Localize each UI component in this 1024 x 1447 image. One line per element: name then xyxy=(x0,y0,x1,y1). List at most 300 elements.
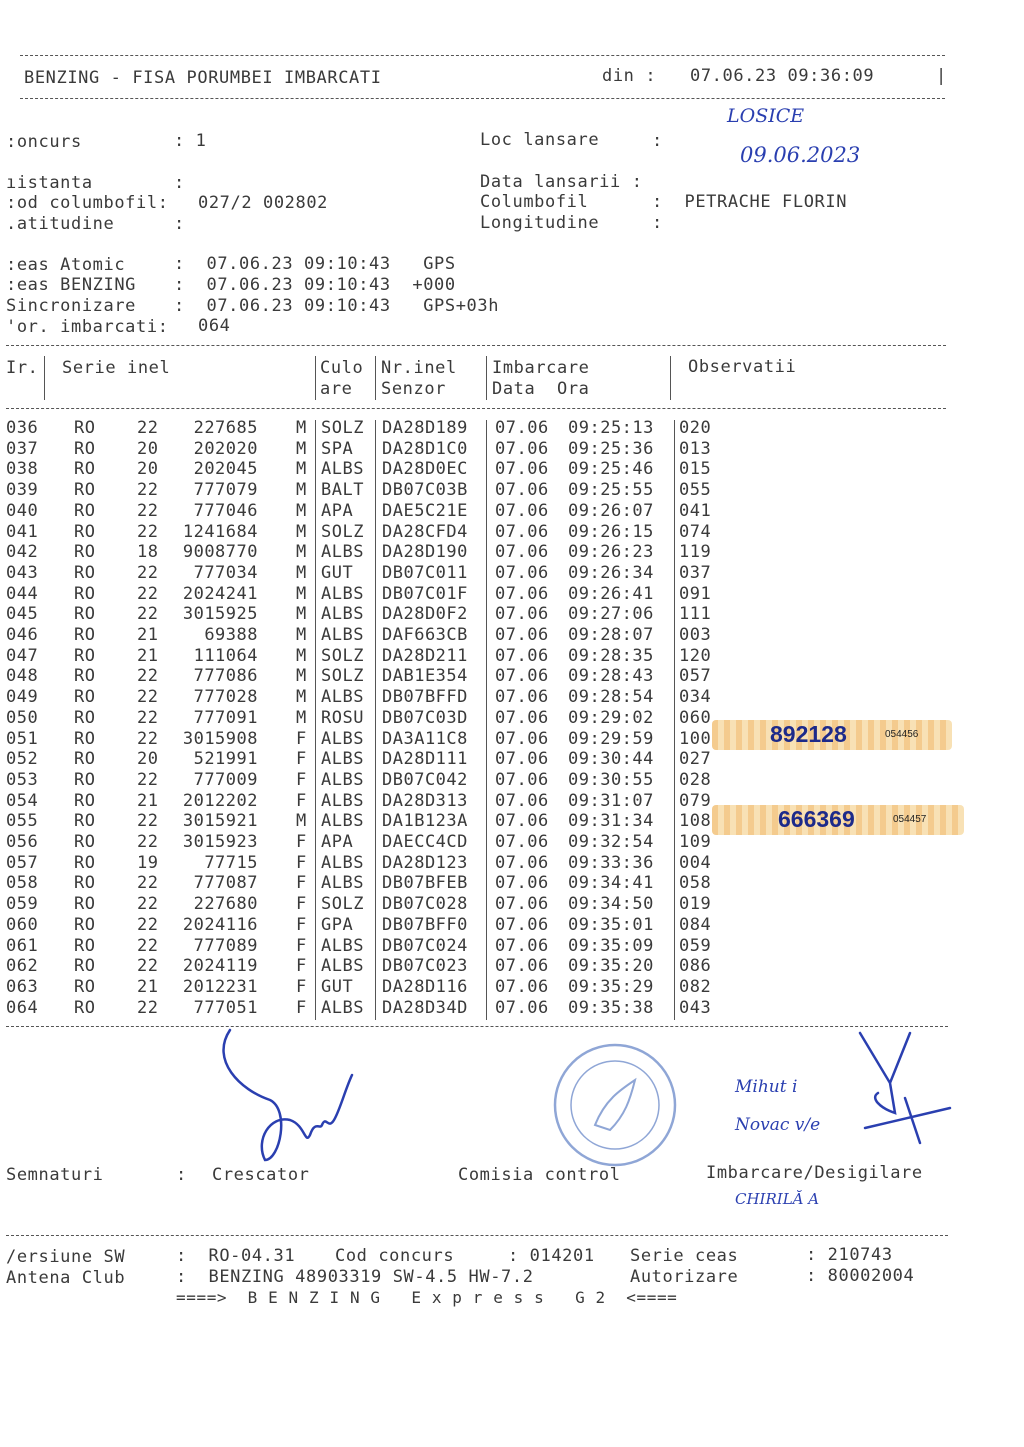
row-color: ALBS xyxy=(321,769,364,790)
row-time: 09:26:23 xyxy=(568,542,654,563)
row-year: 18 xyxy=(137,542,159,563)
table-row xyxy=(0,873,1024,894)
row-time: 09:26:41 xyxy=(568,583,654,604)
row-sex: F xyxy=(296,894,307,915)
row-color: ALBS xyxy=(321,956,364,977)
row-time: 09:31:34 xyxy=(568,811,654,832)
row-time: 09:28:43 xyxy=(568,666,654,687)
row-sensor: DA28D1C0 xyxy=(382,438,468,459)
row-nr: 038 xyxy=(6,459,39,480)
table-row xyxy=(0,501,1024,522)
footer-rule xyxy=(6,1235,948,1236)
col-header-nrinel-1: Nr.inel xyxy=(381,358,457,378)
row-sex: F xyxy=(296,832,307,852)
cod-concurs-label: Cod concurs xyxy=(335,1246,455,1266)
row-time: 09:30:44 xyxy=(568,749,654,770)
row-ring-number: 2024241 xyxy=(182,583,258,604)
row-sex: F xyxy=(296,997,307,1018)
row-time: 09:35:38 xyxy=(568,997,654,1018)
row-country: RO xyxy=(74,769,96,790)
row-date: 07.06 xyxy=(495,459,549,480)
row-date: 07.06 xyxy=(495,500,549,521)
row-color: ALBS xyxy=(321,790,364,811)
row-year: 22 xyxy=(137,666,159,687)
row-nr: 055 xyxy=(6,811,39,832)
col-divider xyxy=(486,356,487,400)
columbofil-label: Columbofil xyxy=(480,192,589,212)
row-ring-number: 3015921 xyxy=(182,811,258,832)
row-sex: F xyxy=(296,852,307,873)
row-country: RO xyxy=(74,997,96,1018)
table-row xyxy=(0,998,1024,1019)
row-sex: F xyxy=(296,956,307,977)
row-date: 07.06 xyxy=(495,438,549,459)
row-nr: 064 xyxy=(6,997,39,1018)
row-country: RO xyxy=(74,480,96,501)
row-nr: 054 xyxy=(6,790,39,811)
top-rule xyxy=(20,55,945,56)
row-sex: F xyxy=(296,914,307,935)
cod-columbofil-value: 027/2 002802 xyxy=(198,193,329,213)
row-year: 22 xyxy=(137,418,159,438)
autorizare-value: : 80002004 xyxy=(806,1266,915,1286)
row-sensor: DA28D123 xyxy=(382,852,468,873)
row-sensor: DA28D34D xyxy=(382,997,468,1018)
row-time: 09:33:36 xyxy=(568,852,654,873)
row-sex: M xyxy=(296,625,307,645)
row-year: 22 xyxy=(137,997,159,1018)
row-sex: F xyxy=(296,749,307,770)
row-date: 07.06 xyxy=(495,935,549,956)
row-year: 22 xyxy=(137,583,159,604)
row-time: 09:29:02 xyxy=(568,707,654,728)
row-observatii: 015 xyxy=(679,459,712,480)
col-header-culoare-1: Culo xyxy=(320,358,364,378)
row-ring-number: 777087 xyxy=(193,873,258,894)
row-time: 09:28:54 xyxy=(568,687,654,708)
row-time: 09:35:09 xyxy=(568,935,654,956)
row-color: ALBS xyxy=(321,604,364,625)
row-color: SOLZ xyxy=(321,666,364,687)
col-header-imbarcare-2: Data Ora xyxy=(492,379,590,399)
row-date: 07.06 xyxy=(495,749,549,770)
row-ring-number: 9008770 xyxy=(182,542,258,563)
row-sensor: DA28D0EC xyxy=(382,459,468,480)
row-nr: 044 xyxy=(6,583,39,604)
row-observatii: 109 xyxy=(679,832,712,852)
row-country: RO xyxy=(74,418,96,438)
row-country: RO xyxy=(74,790,96,811)
row-observatii: 043 xyxy=(679,997,712,1018)
row-color: ALBS xyxy=(321,997,364,1018)
sincronizare-value: : 07.06.23 09:10:43 GPS+03h xyxy=(174,296,500,316)
row-nr: 052 xyxy=(6,749,39,770)
row-color: GUT xyxy=(321,562,354,583)
imbarcare-signature xyxy=(850,1028,960,1148)
row-time: 09:27:06 xyxy=(568,604,654,625)
row-time: 09:25:46 xyxy=(568,459,654,480)
row-sex: M xyxy=(296,418,307,438)
row-date: 07.06 xyxy=(495,666,549,687)
concurs-label: :oncurs xyxy=(6,132,82,152)
row-time: 09:35:01 xyxy=(568,914,654,935)
row-country: RO xyxy=(74,749,96,770)
row-nr: 059 xyxy=(6,894,39,915)
antena-label: Antena Club xyxy=(6,1268,126,1288)
row-sex: M xyxy=(296,811,307,832)
row-sensor: DB07C024 xyxy=(382,935,468,956)
row-color: ALBS xyxy=(321,625,364,645)
row-nr: 057 xyxy=(6,852,39,873)
col-header-nr: Ir. xyxy=(6,358,39,378)
ceas-benzing-label: :eas BENZING xyxy=(6,275,137,295)
handwritten-loc: LOSICE xyxy=(727,105,805,127)
header-bar: | xyxy=(936,66,947,86)
association-stamp xyxy=(550,1040,680,1170)
row-country: RO xyxy=(74,811,96,832)
table-row xyxy=(0,936,1024,957)
row-color: ALBS xyxy=(321,852,364,873)
row-ring-number: 2012202 xyxy=(182,790,258,811)
row-color: BALT xyxy=(321,480,364,501)
handwritten-date: 09.06.2023 xyxy=(740,143,861,167)
row-time: 09:26:07 xyxy=(568,500,654,521)
row-date: 07.06 xyxy=(495,645,549,666)
row-sex: M xyxy=(296,521,307,542)
row-nr: 043 xyxy=(6,562,39,583)
sincronizare-label: Sincronizare xyxy=(6,296,137,316)
row-year: 22 xyxy=(137,480,159,501)
row-sensor: DB07C042 xyxy=(382,769,468,790)
row-observatii: 027 xyxy=(679,749,712,770)
row-nr: 045 xyxy=(6,604,39,625)
row-year: 22 xyxy=(137,604,159,625)
row-year: 22 xyxy=(137,521,159,542)
row-sensor: DA1B123A xyxy=(382,811,468,832)
ceas-atomic-value: : 07.06.23 09:10:43 GPS xyxy=(174,254,456,274)
row-sensor: DA28CFD4 xyxy=(382,521,468,542)
row-country: RO xyxy=(74,583,96,604)
row-sensor: DA28D189 xyxy=(382,418,468,438)
row-year: 20 xyxy=(137,438,159,459)
semnaturi-colon: : xyxy=(176,1165,187,1185)
serie-ceas-value: : 210743 xyxy=(806,1245,893,1265)
row-sex: F xyxy=(296,873,307,894)
ceas-benzing-value: : 07.06.23 09:10:43 +000 xyxy=(174,275,456,295)
latitudine-value: : xyxy=(174,214,185,234)
row-observatii: 084 xyxy=(679,914,712,935)
row-date: 07.06 xyxy=(495,542,549,563)
row-year: 22 xyxy=(137,894,159,915)
col-divider xyxy=(315,356,316,400)
table-row xyxy=(0,604,1024,625)
row-observatii: 028 xyxy=(679,769,712,790)
table-row xyxy=(0,459,1024,480)
row-date: 07.06 xyxy=(495,625,549,645)
table-row xyxy=(0,687,1024,708)
row-date: 07.06 xyxy=(495,976,549,997)
row-sensor: DB07BFF0 xyxy=(382,914,468,935)
row-color: SPA xyxy=(321,438,354,459)
table-row xyxy=(0,439,1024,460)
row-sex: M xyxy=(296,583,307,604)
handwritten-note-1: Mihut i xyxy=(735,1077,798,1097)
row-ring-number: 202020 xyxy=(193,438,258,459)
row-time: 09:30:55 xyxy=(568,769,654,790)
antena-value: : BENZING 48903319 SW-4.5 HW-7.2 xyxy=(176,1267,534,1287)
row-sex: M xyxy=(296,542,307,563)
row-sensor: DAECC4CD xyxy=(382,832,468,852)
row-time: 09:34:41 xyxy=(568,873,654,894)
row-color: ALBS xyxy=(321,687,364,708)
table-row xyxy=(0,584,1024,605)
table-header-rule xyxy=(6,408,946,409)
row-sensor: DB07C01F xyxy=(382,583,468,604)
row-sensor: DA28D211 xyxy=(382,645,468,666)
row-year: 21 xyxy=(137,976,159,997)
col-header-culoare-2: are xyxy=(320,379,353,399)
row-country: RO xyxy=(74,894,96,915)
row-date: 07.06 xyxy=(495,832,549,852)
table-row xyxy=(0,770,1024,791)
row-date: 07.06 xyxy=(495,852,549,873)
row-observatii: 057 xyxy=(679,666,712,687)
row-color: ALBS xyxy=(321,728,364,749)
row-sex: F xyxy=(296,790,307,811)
row-ring-number: 777034 xyxy=(193,562,258,583)
row-color: APA xyxy=(321,500,354,521)
row-date: 07.06 xyxy=(495,480,549,501)
versiune-label: /ersiune SW xyxy=(6,1247,126,1267)
row-country: RO xyxy=(74,832,96,852)
row-year: 22 xyxy=(137,687,159,708)
crescator-label: Crescator xyxy=(212,1165,310,1185)
cod-columbofil-label: :od columbofil: xyxy=(6,193,169,213)
row-observatii: 004 xyxy=(679,852,712,873)
row-time: 09:35:29 xyxy=(568,976,654,997)
row-ring-number: 521991 xyxy=(193,749,258,770)
row-ring-number: 2024119 xyxy=(182,956,258,977)
table-row xyxy=(0,522,1024,543)
row-color: ALBS xyxy=(321,542,364,563)
ceas-atomic-label: :eas Atomic xyxy=(6,255,126,275)
row-observatii: 059 xyxy=(679,935,712,956)
din-label: din : xyxy=(602,66,657,86)
row-observatii: 003 xyxy=(679,625,712,645)
serie-ceas-label: Serie ceas xyxy=(630,1246,739,1266)
row-year: 22 xyxy=(137,832,159,852)
row-sex: M xyxy=(296,480,307,501)
row-observatii: 013 xyxy=(679,438,712,459)
row-date: 07.06 xyxy=(495,790,549,811)
data-lansarii-label: Data lansarii : xyxy=(480,172,643,192)
comisia-control-label: Comisia control xyxy=(458,1165,621,1185)
row-color: SOLZ xyxy=(321,894,364,915)
row-nr: 049 xyxy=(6,687,39,708)
table-row xyxy=(0,853,1024,874)
row-date: 07.06 xyxy=(495,956,549,977)
row-sex: M xyxy=(296,500,307,521)
row-time: 09:35:20 xyxy=(568,956,654,977)
row-ring-number: 69388 xyxy=(204,625,258,645)
row-sex: F xyxy=(296,769,307,790)
concurs-value: : 1 xyxy=(174,131,207,151)
row-nr: 037 xyxy=(6,438,39,459)
row-nr: 039 xyxy=(6,480,39,501)
table-row xyxy=(0,749,1024,770)
table-row xyxy=(0,480,1024,501)
row-ring-number: 777091 xyxy=(193,707,258,728)
loc-colon: : xyxy=(652,131,663,151)
columbofil-value: : PETRACHE FLORIN xyxy=(652,192,848,212)
porumbei-imbarcati-label: 'or. imbarcati: xyxy=(6,317,169,337)
row-observatii: 108 xyxy=(679,811,712,832)
row-observatii: 019 xyxy=(679,894,712,915)
row-nr: 056 xyxy=(6,832,39,852)
row-observatii: 079 xyxy=(679,790,712,811)
row-date: 07.06 xyxy=(495,687,549,708)
row-time: 09:25:55 xyxy=(568,480,654,501)
row-color: ALBS xyxy=(321,811,364,832)
distanta-label: ıistanta xyxy=(6,173,93,193)
table-top-rule xyxy=(6,345,946,346)
row-time: 09:25:13 xyxy=(568,418,654,438)
row-ring-number: 202045 xyxy=(193,459,258,480)
col-divider xyxy=(44,356,45,400)
row-ring-number: 2012231 xyxy=(182,976,258,997)
row-country: RO xyxy=(74,542,96,563)
col-header-serie: Serie inel xyxy=(62,358,171,378)
latitudine-label: .atitudine xyxy=(6,214,115,234)
row-observatii: 060 xyxy=(679,707,712,728)
row-nr: 036 xyxy=(6,418,39,438)
row-time: 09:31:07 xyxy=(568,790,654,811)
row-ring-number: 777046 xyxy=(193,500,258,521)
row-sensor: DAB1E354 xyxy=(382,666,468,687)
row-color: ROSU xyxy=(321,707,364,728)
row-time: 09:28:35 xyxy=(568,645,654,666)
row-color: SOLZ xyxy=(321,645,364,666)
row-country: RO xyxy=(74,459,96,480)
row-country: RO xyxy=(74,956,96,977)
cod-concurs-value: : 014201 xyxy=(508,1246,595,1266)
row-ring-number: 111064 xyxy=(193,645,258,666)
row-observatii: 086 xyxy=(679,956,712,977)
row-color: SOLZ xyxy=(321,418,364,438)
row-ring-number: 777079 xyxy=(193,480,258,501)
row-ring-number: 2024116 xyxy=(182,914,258,935)
row-ring-number: 3015925 xyxy=(182,604,258,625)
ring-tag-number: 666369 xyxy=(778,806,855,832)
row-sensor: DA28D190 xyxy=(382,542,468,563)
row-color: ALBS xyxy=(321,873,364,894)
row-observatii: 034 xyxy=(679,687,712,708)
row-observatii: 055 xyxy=(679,480,712,501)
row-year: 22 xyxy=(137,914,159,935)
versiune-value: : RO-04.31 xyxy=(176,1246,296,1266)
row-country: RO xyxy=(74,604,96,625)
row-sensor: DAF663CB xyxy=(382,625,468,645)
row-year: 20 xyxy=(137,749,159,770)
row-color: SOLZ xyxy=(321,521,364,542)
table-row xyxy=(0,418,1024,439)
row-country: RO xyxy=(74,728,96,749)
row-country: RO xyxy=(74,645,96,666)
row-year: 22 xyxy=(137,707,159,728)
row-nr: 063 xyxy=(6,976,39,997)
row-sensor: DA28D116 xyxy=(382,976,468,997)
row-country: RO xyxy=(74,625,96,645)
ring-tag-serial: 054457 xyxy=(893,814,927,825)
row-date: 07.06 xyxy=(495,418,549,438)
row-date: 07.06 xyxy=(495,914,549,935)
row-time: 09:29:59 xyxy=(568,728,654,749)
row-nr: 042 xyxy=(6,542,39,563)
row-time: 09:25:36 xyxy=(568,438,654,459)
ring-tag-serial: 054456 xyxy=(885,729,919,740)
table-row xyxy=(0,956,1024,977)
row-sex: M xyxy=(296,438,307,459)
col-header-nrinel-2: Senzor xyxy=(381,379,447,399)
row-ring-number: 227680 xyxy=(193,894,258,915)
table-bottom-rule xyxy=(6,1026,948,1027)
row-nr: 041 xyxy=(6,521,39,542)
row-year: 22 xyxy=(137,811,159,832)
row-sex: M xyxy=(296,707,307,728)
row-observatii: 120 xyxy=(679,645,712,666)
row-nr: 053 xyxy=(6,769,39,790)
col-header-imbarcare-1: Imbarcare xyxy=(492,358,590,378)
row-country: RO xyxy=(74,687,96,708)
row-observatii: 119 xyxy=(679,542,712,563)
row-country: RO xyxy=(74,852,96,873)
row-country: RO xyxy=(74,500,96,521)
distanta-value: : xyxy=(174,173,185,193)
row-nr: 051 xyxy=(6,728,39,749)
print-datetime: 07.06.23 09:36:09 xyxy=(690,66,875,86)
row-observatii: 020 xyxy=(679,418,712,438)
row-country: RO xyxy=(74,521,96,542)
row-date: 07.06 xyxy=(495,728,549,749)
row-year: 22 xyxy=(137,500,159,521)
row-country: RO xyxy=(74,873,96,894)
table-row xyxy=(0,646,1024,667)
row-observatii: 037 xyxy=(679,562,712,583)
row-ring-number: 777051 xyxy=(193,997,258,1018)
row-sensor: DB07BFEB xyxy=(382,873,468,894)
row-sex: M xyxy=(296,459,307,480)
crescator-signature xyxy=(210,1020,370,1170)
row-date: 07.06 xyxy=(495,873,549,894)
row-date: 07.06 xyxy=(495,894,549,915)
row-sensor: DB07BFFD xyxy=(382,687,468,708)
row-sensor: DA28D0F2 xyxy=(382,604,468,625)
row-year: 19 xyxy=(137,852,159,873)
row-year: 22 xyxy=(137,728,159,749)
row-ring-number: 777089 xyxy=(193,935,258,956)
row-sensor: DB07C03D xyxy=(382,707,468,728)
row-ring-number: 1241684 xyxy=(182,521,258,542)
row-ring-number: 3015923 xyxy=(182,832,258,852)
row-ring-number: 777028 xyxy=(193,687,258,708)
row-nr: 050 xyxy=(6,707,39,728)
report-title: BENZING - FISA PORUMBEI IMBARCATI xyxy=(24,68,382,88)
row-observatii: 074 xyxy=(679,521,712,542)
row-country: RO xyxy=(74,562,96,583)
table-row xyxy=(0,915,1024,936)
row-time: 09:26:15 xyxy=(568,521,654,542)
row-color: GPA xyxy=(321,914,354,935)
